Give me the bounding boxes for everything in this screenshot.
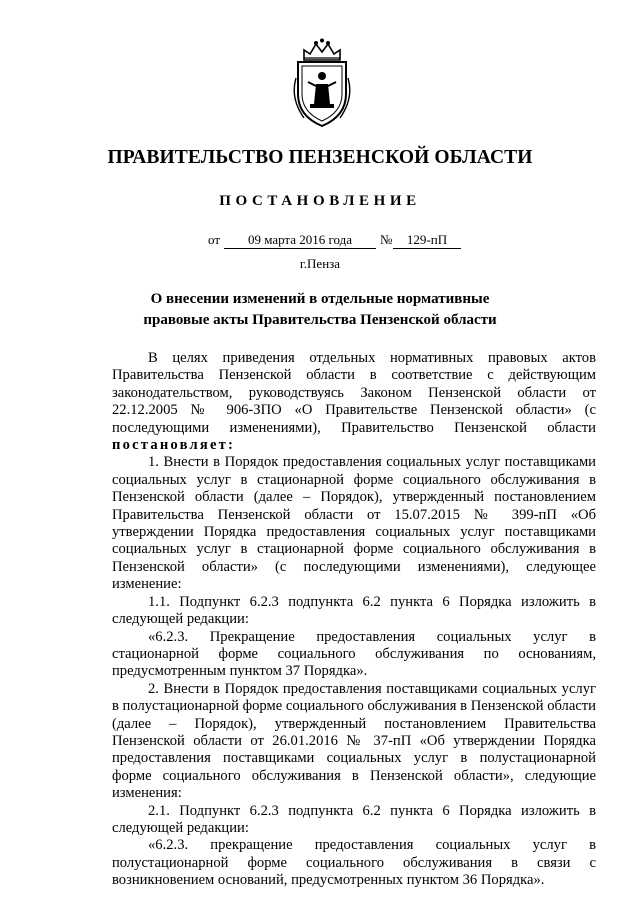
paragraph-1-1: 1.1. Подпункт 6.2.3 подпункта 6.2 пункта 6 Порядка изложить в следующей редакции: <box>112 593 596 628</box>
document-date: 09 марта 2016 года <box>224 232 376 249</box>
paragraph-1-1-quote: «6.2.3. Прекращение предоставления социальных услуг в стационарной форме социального обслуживания по основаниям, предусмотренным пунктом 37 Порядка». <box>112 628 596 680</box>
paragraph-2-1: 2.1. Подпункт 6.2.3 подпункта 6.2 пункта 6 Порядка изложить в следующей редакции: <box>112 802 596 836</box>
coat-of-arms-icon <box>290 38 354 128</box>
paragraph-1: 1. Внести в Порядок предоставления социальных услуг поставщиками социальных услуг в стационарной форме социального обслуживания в Пензенской области (далее – Порядок), утвержденный постановлением Правительства Пензенской области от 15.07.2015 № 399-пП «Об утверждении Порядка предоставления социальных услуг поставщиками социальных услуг в стационарной форме социального обслуживания в Пензенской области» (с последующими изменениями), следующее изменение: <box>112 454 596 593</box>
date-number-line <box>0 229 640 249</box>
city: г.Пенза <box>299 256 341 271</box>
paragraph-2-1-quote: «6.2.3. прекращение предоставления социальных услуг в полустационарной форме социального обслуживания в связи с возникновением оснований, предусмотренных пунктом 36 Порядка». <box>112 837 596 889</box>
government-title: ПРАВИТЕЛЬСТВО ПЕНЗЕНСКОЙ ОБЛАСТИ <box>107 147 533 168</box>
intro-paragraph <box>112 350 596 454</box>
document-number: 129-пП <box>393 232 461 249</box>
intro-action: постановляет: <box>112 437 236 454</box>
subject-line-2: правовые акты Правительства Пензенской области <box>143 312 497 328</box>
intro-text: В целях приведения отдельных нормативных правовых актов Правительства Пензенской области в соответствие с действующим законодательством, руководствуясь Законом Пензенской области от 22.12.2005 № 906-ЗПО «О Правительстве Пензенской области» (с последующими изменениями), Правительство Пензенской области <box>112 350 596 436</box>
document-body <box>112 350 596 890</box>
number-sign: № <box>380 232 393 247</box>
document-type: ПОСТАНОВЛЕНИЕ <box>219 193 421 209</box>
paragraph-2: 2. Внести в Порядок предоставления поставщиками социальных услуг в полустационарной форме социального обслуживания в Пензенской области (далее – Порядок), утвержденный постановлением Правительства Пензенской области от 26.01.2016 № 37-пП «Об утверждении Порядка предоставления поставщиками социальных услуг в полустационарной форме социального обслуживания в Пензенской области», следующие изменения: <box>112 680 596 802</box>
document-subject <box>0 289 640 331</box>
from-label: от <box>208 232 221 247</box>
subject-line-1: О внесении изменений в отдельные нормативные <box>150 291 490 307</box>
